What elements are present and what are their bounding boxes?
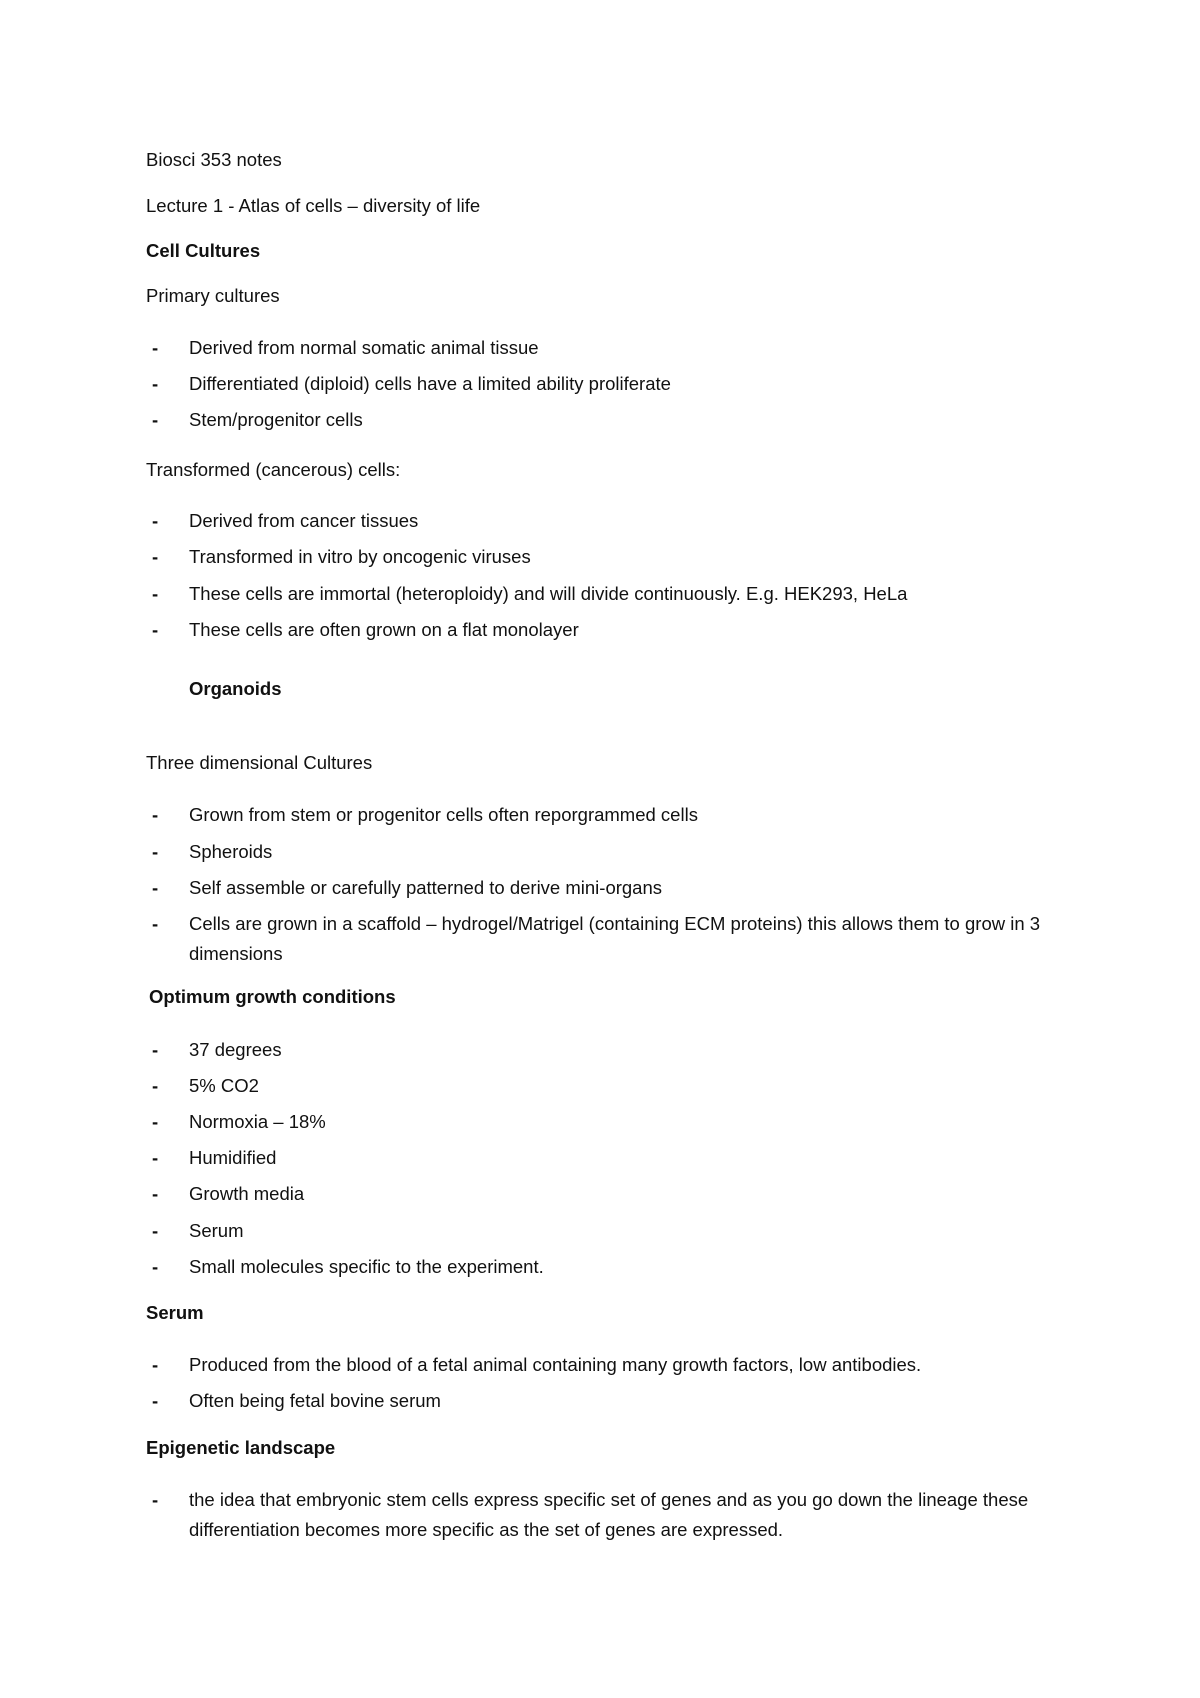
bullet-glyph: - [152, 1489, 159, 1510]
bullet-glyph: - [152, 1256, 159, 1277]
list-item-text: Differentiated (diploid) cells have a limited ability proliferate [189, 373, 671, 394]
list-item-text: Humidified [189, 1147, 277, 1168]
list-item-text: Stem/progenitor cells [189, 409, 363, 430]
list-item-text: 5% CO2 [189, 1075, 259, 1096]
doc-title: Biosci 353 notes [146, 149, 282, 170]
heading-cell-cultures: Cell Cultures [146, 240, 261, 261]
bullet-glyph: - [152, 913, 159, 934]
list-item-text: Serum [189, 1220, 244, 1241]
bullet-glyph: - [152, 1111, 159, 1132]
list-item-text: Growth media [189, 1183, 305, 1204]
bullet-glyph: - [152, 546, 159, 567]
lecture-title: Lecture 1 - Atlas of cells – diversity of life [146, 195, 481, 216]
list-item-text: Derived from normal somatic animal tissue [189, 337, 539, 358]
list-item-text: Derived from cancer tissues [189, 510, 419, 531]
list-item-text: These cells are immortal (heteroploidy) and will divide continuously. E.g. HEK293, HeLa [189, 583, 908, 604]
list-item-text: These cells are often grown on a flat monolayer [189, 619, 579, 640]
list-item-text: Transformed in vitro by oncogenic viruses [189, 546, 531, 567]
bullet-glyph: - [152, 877, 159, 898]
bullet-glyph: - [152, 1220, 159, 1241]
bullet-glyph: - [152, 804, 159, 825]
list-item-text: Normoxia – 18% [189, 1111, 326, 1132]
list-item-text: Self assemble or carefully patterned to derive mini-organs [189, 877, 663, 898]
list-item-text: Often being fetal bovine serum [189, 1390, 441, 1411]
bullet-glyph: - [152, 1147, 159, 1168]
list-item-text: Spheroids [189, 841, 273, 862]
subheading-three-dimensional: Three dimensional Cultures [146, 752, 373, 773]
bullet-glyph: - [152, 409, 159, 430]
bullet-glyph: - [152, 337, 159, 358]
list-item-text: Grown from stem or progenitor cells often reporgrammed cells [189, 804, 698, 825]
subheading-transformed-cells: Transformed (cancerous) cells: [146, 459, 401, 480]
bullet-glyph: - [152, 841, 159, 862]
bullet-glyph: - [152, 1354, 159, 1375]
heading-epigenetic-landscape: Epigenetic landscape [146, 1437, 336, 1458]
list-item-text: Produced from the blood of a fetal animal containing many growth factors, low antibodies. [189, 1354, 922, 1375]
bullet-glyph: - [152, 373, 159, 394]
bullet-glyph: - [152, 1039, 159, 1060]
subheading-primary-cultures: Primary cultures [146, 285, 280, 306]
list-item-text: 37 degrees [189, 1039, 282, 1060]
bullet-glyph: - [152, 583, 159, 604]
heading-organoids: Organoids [189, 678, 282, 699]
bullet-glyph: - [152, 619, 159, 640]
heading-serum: Serum [146, 1302, 204, 1323]
bullet-glyph: - [152, 510, 159, 531]
list-item-text: Small molecules specific to the experiment. [189, 1256, 544, 1277]
bullet-glyph: - [152, 1390, 159, 1411]
list-item-text: the idea that embryonic stem cells express specific set of genes and as you go down the lineage these differentiation becomes more specific as the set of genes are expressed. [189, 1489, 1029, 1540]
bullet-glyph: - [152, 1075, 159, 1096]
bullet-glyph: - [152, 1183, 159, 1204]
heading-optimum-growth: Optimum growth conditions [149, 986, 396, 1007]
list-item-text: Cells are grown in a scaffold – hydrogel/Matrigel (containing ECM proteins) this allows them to grow in 3 dimensions [189, 913, 1041, 964]
